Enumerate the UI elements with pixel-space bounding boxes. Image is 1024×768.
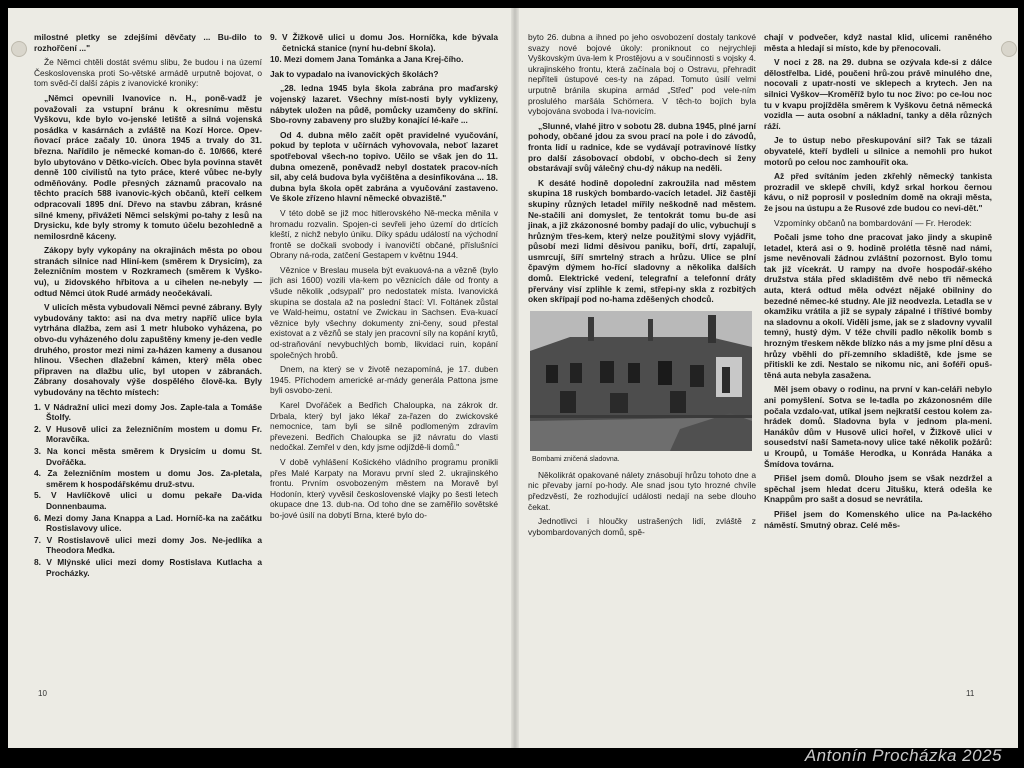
- barrier-list: [34, 402, 262, 579]
- quote-paragraph: Od 4. dubna mělo začít opět pravidelné vyučování, pokud by teplota v učírnách vyhovovala, neboť lazaret spotřeboval všech-no topivo. Učilo se však jen do 11. dubna omezeně, poněvadž nebyl dostatek pracov-ních sil, aby celá budova byla vyčištěna a desinfikována ... 18. dubna byla škola opět zabrána a vyučování zastaveno. Ve škole zřízeno hlavní německé obvaziště.": [270, 129, 498, 204]
- page-left-column-1: [34, 32, 262, 582]
- quote-paragraph: „Slunné, vlahé jitro v sobotu 28. dubna 1945, plné jarní pohody, občané jdou za svou prací na pole i do závodů, fronta lidí u radnice, kde se vydávají potravinové lístky pro další zásobovací období, v obcho-dech si ženy obstarávají svůj válečný chu-dý nákup na neděli.: [528, 120, 756, 174]
- quote-paragraph: Přišel jsem do Komenského ulice na Pa-lackého náměstí. Smutný obraz. Celé měs-: [764, 508, 992, 530]
- subheading: Vzpomínky občanů na bombardování — Fr. Herodek:: [774, 217, 972, 228]
- list-item: 9. V Žižkově ulici u domu Jos. Horníčka, kde bývala četnická stanice (nyní hu-dební škola).: [270, 32, 498, 53]
- quote-paragraph: „28. ledna 1945 byla škola zabrána pro maďarský vojenský lazaret. Všechny míst-nosti byly vyklizeny, nábytek uložen na půdě, pomůcky uzamčeny do skříní. Sbo-rovny zabaveny pro služby konající lé-kaře ...: [270, 83, 498, 126]
- book-spread: [8, 8, 1018, 748]
- page-number-right: 11: [966, 689, 975, 698]
- paragraph: V době vyhlášení Košického vládního programu pronikli přes Malé Karpaty na Moravu první sled 2. ukrajinského frontu. Prvním osvobozeným městem na Moravě byl Hodonín, který vyvěsil československé vlajky po šesti letech okupace dne 13. dub-na. Od toho dne se zaměřilo sovětské bo-jové úsilí na dobytí Brna, které bylo do-: [270, 456, 498, 520]
- page-left-column-2: [270, 32, 498, 525]
- quote-paragraph: Je to ústup nebo přeskupování sil? Tak se tázali obyvatelé, kteří bydleli u silnice a nemohli pro hukot motorů po celou noc zamhouřit oka.: [764, 135, 992, 167]
- paragraph: Jednotlivci i hloučky ustrašených lidí, zvláště z vybombardovaných domů, spě-: [528, 516, 756, 537]
- quote-paragraph: Počali jsme toho dne pracovat jako jindy a skupině letadel, která asi o 9. hodině prolétla těsně nad námi, jsme nevěnovali žádnou zvláštní pozornost. Bylo tomu tak již vícekrát. U rampy na dvoře hospodář-ského družstva stála před skladištěm dvě nebo tři německá auta, která odtud měla odvézt nějaké obilniny do bezedné němec-ké studny. Ale již neodvezla. Letadla se v okamžiku vrátila a již se sypaly zápalné i tříštivé bomby na sladovnu a okolí. Viděli jsme, jak se z sladovny vyvalil temný, hustý dým. V téže chvíli padlo několik bomb s hrozným třeskem někde blízko nás a my jsme plní děsu a hrůzy vběhli do pří-zemního skladiště, kde jsme se přitiskli ke zdi. Nestalo se nikomu nic, ani šoféři opuš-těná auta nebyla zasažena.: [764, 232, 992, 380]
- paragraph: Několikrát opakované nálety znásobují hrůzu tohoto dne a nic převaby jarní po-hody. Ale snad jsou tyto hrozné chvíle předzvěstí, že rozhodující události nedají na sebe dlouho čekat.: [528, 469, 756, 512]
- list-item: 7. V Rostislavově ulici mezi domy Jos. Ne-jedlíka a Theodora Medka.: [34, 534, 262, 556]
- list-item: 5. V Havlíčkově ulici u domu pekaře Da-vida Donnenbauma.: [34, 490, 262, 511]
- quote-paragraph: Přišel jsem domů. Dlouho jsem se však nezdržel a spěchal jsem hledat dceru Jitušku, která odešla ke Knappům pro sašt a dosud se nevrátila.: [764, 473, 992, 505]
- quote-paragraph: V ulicích města vybudovali Němci pevné zábrany. Byly vybudovány takto: asi na dva metry napříč ulice byla vytrhána dlažba, zem asi 1 metr hluboko vyházena, po obvo-du vyházeného dolu zapuštěny kmeny je-den vedle druhého, prostor mezi nimi za-házen kameny a dusanou hlinou. Všechen dlažební kámen, který měla obec připraven na dlažbu ulic, byl utopen v zábranách. Zábrany dosahovaly výše dospělého člově-ka. Byly vybudovány na těchto místech:: [34, 302, 262, 397]
- quote-paragraph: Až před svítáním jeden zkřehlý německý tankista prozradil ve sklepě chvíli, když srkal horkou černou kávu, o niž poprosil v posledním domě na okraji města, že jsou na ústupu a že Rusové zde budou co nevi-dět.": [764, 171, 992, 213]
- paragraph: Že Němci chtěli dostát svému slibu, že budou i na území Československa proti So-větské armádě urputně bojovat, o tom svěd-čí další zápis z ivanovické kroniky:: [34, 57, 262, 89]
- quote-paragraph: V noci z 28. na 29. dubna se ozývala kde-si z dálce dělostřelba. Lidé, poučeni hrů-zou právě minulého dne, nocovali z upatr-nosti ve sklepech a krytech. Jen na silnici Vyškov—Kroměříž bylo tu noc živo: po ce-lou noc tu v kvapu projížděla směrem k Vyškovu četná německá vozidla — auta osobní a nákladní, tanky a děla různých ráží.: [764, 57, 992, 131]
- barrier-list-continued: [270, 32, 498, 65]
- list-item: 6. Mezi domy Jana Knappa a Lad. Horníč-ka na začátku Rostislavovy ulice.: [34, 512, 262, 534]
- paragraph: Dnem, na který se v životě nezapomíná, je 17. duben 1945. Příchodem americké ar-mády generála Pattona jsme byli osvobo-zeni.: [270, 364, 498, 396]
- pushpin-left: [12, 42, 26, 56]
- page-right-column-1: [528, 32, 756, 541]
- paragraph: Karel Dvořáček a Bedřich Chaloupka, na zákrok dr. Drbala, který byl jako lékař za-řazen do zwickovské nemocnice, tam byli se silně podlomeným zdravím převezeni. Bedřich Chaloupka se již návratu do vlasti nedočkal. Zemřel v den, kdy jsme odjíždě-li domů.": [270, 400, 498, 453]
- list-item: 4. Za železničním mostem u domu Jos. Za-pletala, směrem k hospodářskému druž-stvu.: [34, 468, 262, 489]
- quote-paragraph: K desáté hodině dopolední zakroužila nad městem skupina 18 ruských bombardo-vacích letadel. Již častěji skupiny různých letadel mířily neškodně nad městem. Ne-stačili ani domyslet, že tentokrát tomu bu-de asi jinak, a již zkázonosné bomby padají do ulic, vybuchují s hrůzným třes-kem, který nelze použitými slovy vyjádřit, působí mezi lidmi děsivou paniku, boří, drtí, zapalují, usmrcují, šíří smrtelný strach a hrůzu. Ulice se plní čpavým dýmem ho-řící sladovny a několika dalších domů. Elektrické vedení, telegrafní a telefonní dráty přervány visí zplihle k zemi, střepi-ny skla z rozbitých oken skřípají pod no-hama zděšených chodců.: [528, 177, 756, 305]
- list-item: 2. V Husově ulici za železničním mostem u domu Fr. Moravčíka.: [34, 423, 262, 445]
- quote-paragraph: „Němci opevnili Ivanovice n. H., poně-vadž je považovali za vstupní bránu k okresnímu městu Vyškovu, kde bylo vo-jenské letiště a silná vojenská posádka v kasárnách a zvláště na Kozí Horce. Opev-ňovací práce začaly 10. února 1945 a trvaly do 31. března. Nařídilo je německé koman-do č. 10/666, které bylo ubytováno v Dětko-vicích. Obec byla povinna stavět denně 100 civilistů na tyto práce, které vůbec ne-byly odměňovány. Podle přesných záznamů pracovalo na těchto pracích 588 ivanovic-kých občanů, kteří celkem odpracovali 1895 dní. Dřevo na stavbu zábran, krásné silné kmeny, přivážeti Němci selskými po-tahy z lesů na Drysicku, kde byly stromy k tomuto účelu bezohledně a nemilosrdně káceny.: [34, 92, 262, 241]
- list-item: 3. Na konci města směrem k Drysicím u domu St. Dvořáčka.: [34, 445, 262, 467]
- photographer-watermark: Antonín Procházka 2025: [804, 746, 1002, 765]
- ruined-building-image: [530, 311, 752, 451]
- list-item: 10. Mezi domem Jana Tománka a Jana Krej-čího.: [270, 54, 464, 65]
- page-right-column-2: [764, 32, 992, 534]
- paragraph: byto 26. dubna a ihned po jeho osvobození dostaly tankové svazy nové bojové úkoly: proniknout co nejrychleji Vyškovským úva-lem k Prostějovu a v součinnosti s vojsky 4. ukrajinského frontu, která začínala boj o Ostravu, přehradit nepříteli ústupové ces-ty na západ. Tomuto úsilí velmi urputně bránila skupina armád „Střed" pod vele-ním proslulého maršála Schörnera. V těch-to bojích byla vybojována svoboda i Iva-novicím.: [528, 32, 756, 117]
- list-item: 8. V Mlýnské ulici mezi domy Rostislava Kutlacha a Procházky.: [34, 556, 262, 578]
- quote-paragraph: Měl jsem obavy o rodinu, na první v kan-celáři nebylo ani pomyšlení. Sotva se le-tadla po zkázonosném díle počala vzdalo-vat, utíkal jsem nejkratší cestou kolem za-hrádek domů. Sladovna byla v jednom pla-meni. Hanákův dům v Husově ulici hořel, v Žižkově ulici v sousedství naší Sameta-novy ulice také několik požárů: u Kroupů, u Tomáše Herodka, u Konráda Hanáka a Šmídova továrna.: [764, 384, 992, 469]
- list-item: 1. V Nádražní ulici mezi domy Jos. Zaple-tala a Tomáše Štolfy.: [34, 401, 262, 423]
- photo-caption: Bombami zničená sladovna.: [532, 455, 620, 463]
- paragraph: milostné pletky se zdejšími děvčaty ... Bu-dilo to rozhořčení ...": [34, 32, 262, 53]
- paragraph: V této době se již moc hitlerovského Ně-mecka měnila v hromadu rozvalin. Spojen-ci sevřeli jeho území do drtících kleští, z nichž nebylo úniku. Díky spádu událostí na východní frontě se dočkali svobody i ivanovičtí občané, příslušníci Obrany ná-roda, zatčení Gestapem v květnu 1944.: [270, 207, 498, 261]
- bombed-malthouse-photo: [530, 311, 752, 451]
- page-number-left: 10: [38, 689, 47, 698]
- paragraph: Věznice v Breslau musela být evakuová-na a vězně (bylo jich asi 1600) vozili vla-kem po věznicích dále od fronty a všude několik „odsypali" pro nedostatek místa. Ivanovická skupina se dostala až na poslední štací: VI. Foltánek zůstal ve Wald-heimu, ostatní ve Zwickau in Sachsen. Eva-kuací věznice byly všechny dokumenty zni-čeny, soud přestal existovat a z vězňů se staly jen pracovní síly na kopání krytů, od-straňování nevybuchlých bomb, likvidaci ruin, kopání společných hrobů.: [270, 264, 498, 360]
- quote-paragraph: Zákopy byly vykopány na okrajinách města po obou stranách silnice nad Hliní-kem (směrem k Drysicím), za železničním mostem v Rozkramech (směrem k Vyško-vu), u židovského hřbitova a u cihelen ne-nebyly — odtud Němci útok Rudé armády neočekávali.: [34, 245, 262, 298]
- subheading: Jak to vypadalo na ivanovických školách?: [270, 68, 439, 79]
- quote-paragraph: chají v podvečer, když nastal klid, ulicemi raněného města a hledají si místo, kde by přenocovali.: [764, 32, 992, 53]
- pushpin-right: [1002, 42, 1016, 56]
